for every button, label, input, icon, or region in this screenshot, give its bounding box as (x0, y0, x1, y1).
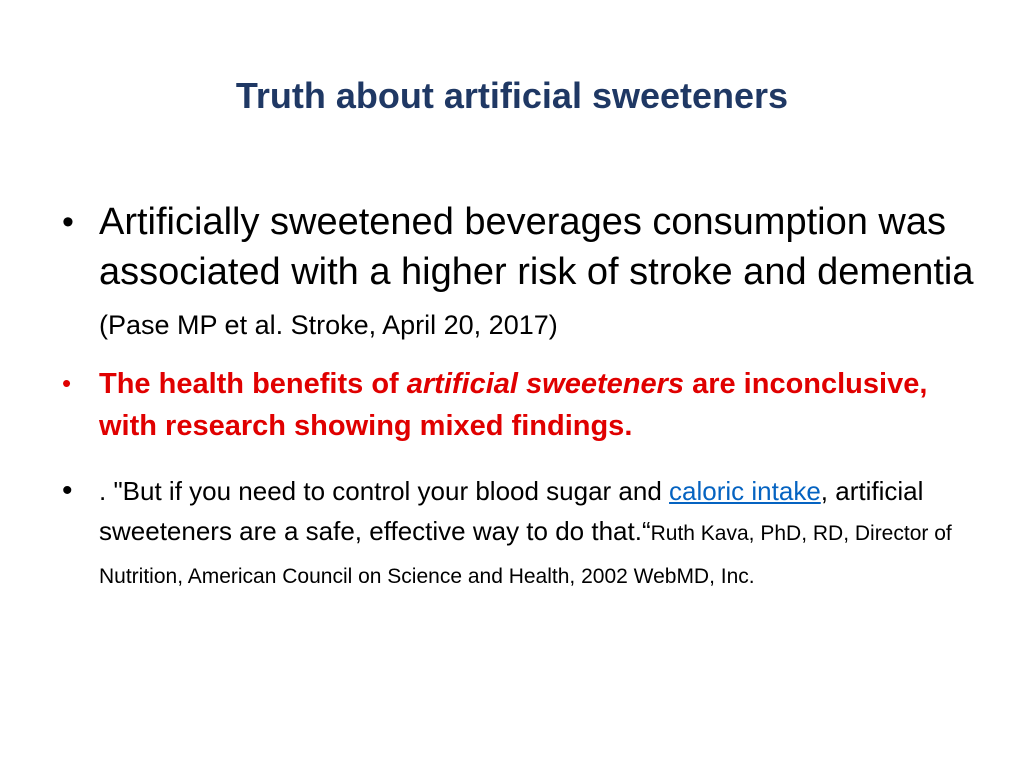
caloric-intake-link[interactable]: caloric intake (669, 476, 821, 506)
quote-attribution: Ruth Kava, PhD, RD, Director of Nutrition, American Council on Science and Health, 2002 WebMD, Inc. (99, 522, 952, 588)
citation: (Pase MP et al. Stroke, April 20, 2017) (99, 310, 558, 340)
bullet-text (99, 197, 979, 350)
quote-middle: , artificial sweeteners are a safe, effective way to do that.“ (99, 476, 924, 546)
bullet-emphasis: artificial sweeteners (406, 368, 685, 400)
bullet-text (99, 471, 959, 597)
bullet-main-text: Artificially sweetened beverages consumption was associated with a higher risk of stroke and dementia (99, 201, 974, 293)
quote-lead: . "But if you need to control your blood sugar and (99, 476, 670, 506)
bullet-text-part2: are inconclusive, with research showing mixed findings. (99, 368, 928, 442)
slide-title: Truth about artificial sweeteners (235, 75, 789, 116)
bullet-text-part1: The health benefits of (99, 368, 407, 400)
bullet-icon: • (62, 474, 73, 507)
bullet-icon: • (62, 203, 74, 241)
bullet-text (99, 363, 979, 447)
bullet-icon: • (62, 368, 72, 398)
